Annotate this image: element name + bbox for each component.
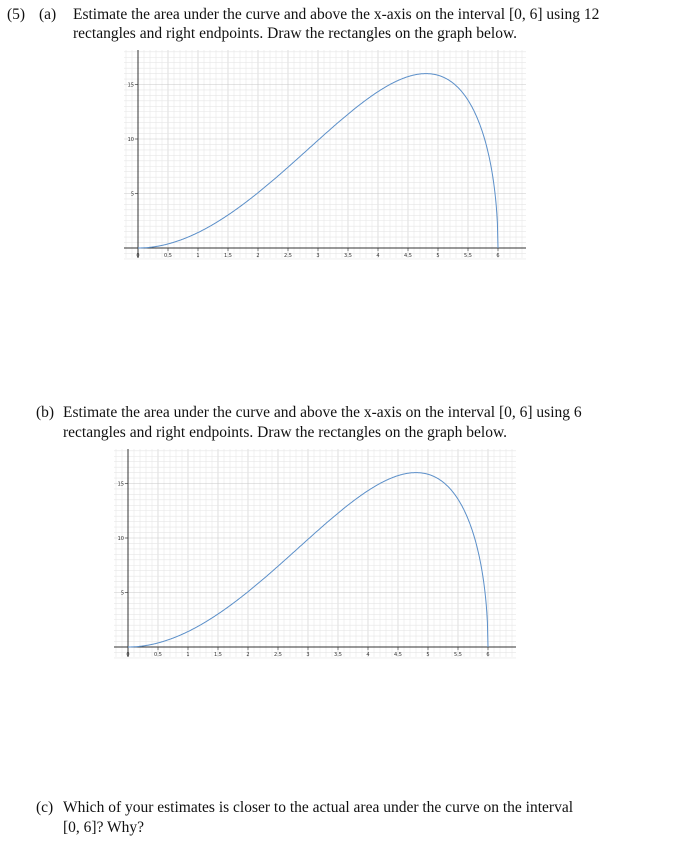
part-c-line1: Which of your estimates is closer to the actual area under the curve on the interval bbox=[63, 799, 574, 816]
graph-b-x-tick-label: 4.5 bbox=[394, 652, 402, 658]
part-a-line2: rectangles and right endpoints. Draw the rectangles on the graph below. bbox=[73, 25, 518, 42]
graph-a-x-tick-label: 0 bbox=[136, 253, 140, 259]
graph-b-y-tick-label: 15 bbox=[117, 481, 124, 488]
graph-b-x-tick-label: 5.5 bbox=[454, 652, 462, 658]
graph-a-x-tick-label: 1 bbox=[196, 253, 200, 259]
graph-a-y-tick-label: 15 bbox=[127, 82, 134, 89]
graph-b-grid bbox=[114, 449, 516, 658]
graph-b-x-tick-label: 5 bbox=[426, 652, 430, 658]
graph-a-x-tick-label: 6 bbox=[496, 253, 500, 259]
graph-a-x-tick-label: 5.5 bbox=[464, 253, 472, 259]
graph-a-x-tick-label: 0.5 bbox=[164, 253, 172, 259]
graph-b-x-tick-label: 2 bbox=[246, 652, 250, 658]
graph-a-x-tick-label: 3 bbox=[316, 253, 320, 259]
part-c-line2: [0, 6]? Why? bbox=[63, 819, 145, 836]
graph-b-x-tick-label: 3 bbox=[306, 652, 310, 658]
graph-b-y-tick-label: 10 bbox=[117, 536, 124, 542]
graph-a-x-tick-label: 3.5 bbox=[344, 253, 352, 259]
part-b-label: (b) bbox=[36, 404, 55, 421]
graph-b-x-tick-label: 1.5 bbox=[214, 652, 222, 658]
graph-a-x-tick-label: 2 bbox=[256, 253, 260, 259]
graph-a-y-tick-label: 10 bbox=[127, 137, 134, 143]
problem-number: (5) bbox=[7, 6, 26, 23]
graph-b-x-tick-label: 4 bbox=[366, 652, 370, 658]
graph-b-svg bbox=[114, 449, 516, 661]
graph-b-x-tick-label: 3.5 bbox=[334, 652, 342, 658]
graph-b-y-tick-label: 5 bbox=[120, 590, 124, 597]
graph-part-a bbox=[124, 50, 526, 262]
part-b-line2: rectangles and right endpoints. Draw the rectangles on the graph below. bbox=[63, 424, 508, 441]
part-a-line1: Estimate the area under the curve and above the x-axis on the interval [0, 6] using 12 bbox=[73, 6, 600, 23]
graph-a-x-tick-label: 1.5 bbox=[224, 253, 232, 259]
graph-part-b bbox=[114, 449, 516, 661]
graph-a-x-tick-label: 2.5 bbox=[284, 253, 292, 259]
graph-a-svg bbox=[124, 50, 526, 262]
graph-a-x-tick-label: 4.5 bbox=[404, 253, 412, 259]
graph-b-x-tick-label: 0.5 bbox=[154, 652, 162, 658]
part-b-line1: Estimate the area under the curve and above the x-axis on the interval [0, 6] using 6 bbox=[63, 404, 582, 421]
graph-a-grid bbox=[124, 50, 526, 259]
graph-b-x-tick-label: 1 bbox=[186, 652, 190, 658]
part-a-label: (a) bbox=[39, 6, 57, 23]
graph-a-x-tick-label: 4 bbox=[376, 253, 380, 259]
graph-b-x-tick-label: 2.5 bbox=[274, 652, 282, 658]
graph-a-x-tick-label: 5 bbox=[436, 253, 440, 259]
graph-a-y-tick-label: 5 bbox=[130, 191, 134, 198]
graph-b-x-tick-label: 0 bbox=[126, 652, 130, 658]
part-c-label: (c) bbox=[36, 799, 54, 816]
graph-b-x-tick-label: 6 bbox=[486, 652, 490, 658]
